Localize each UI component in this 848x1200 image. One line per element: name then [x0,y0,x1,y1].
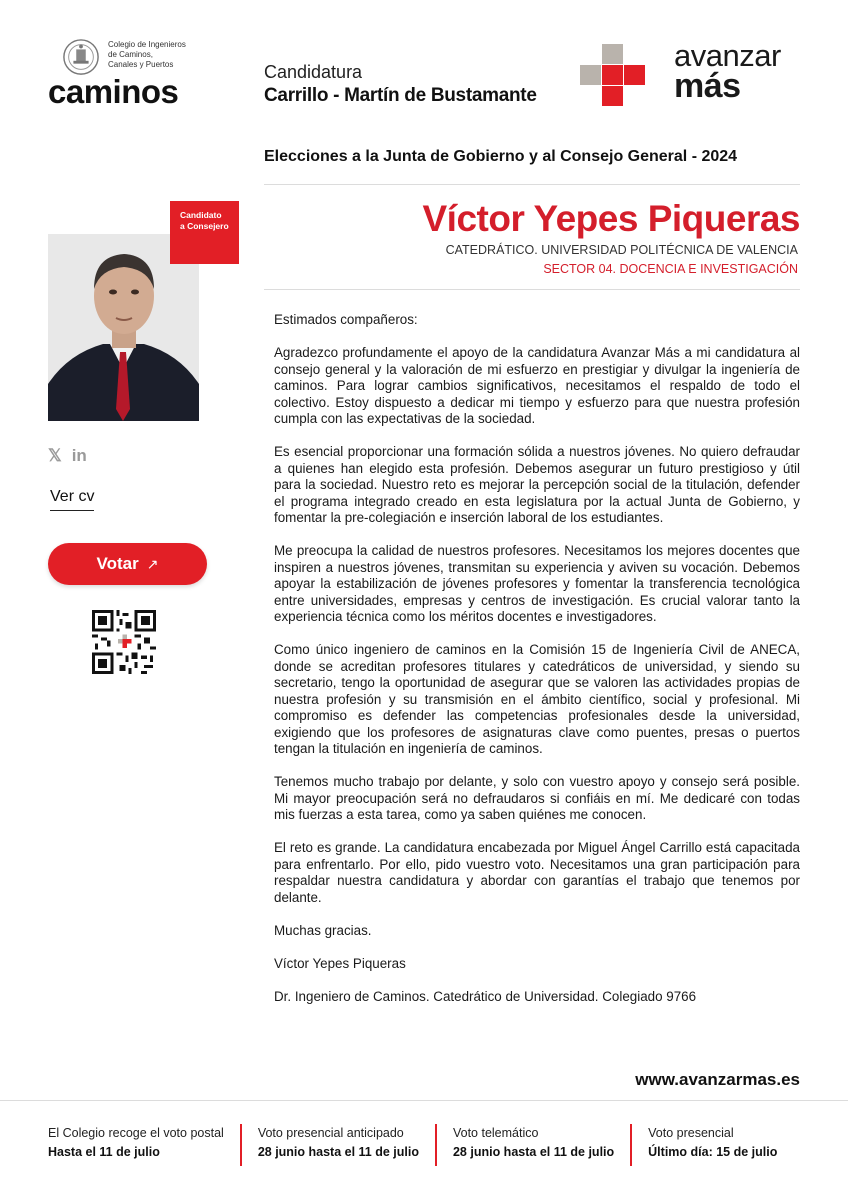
footer-separator [630,1124,632,1166]
arrow-up-right-icon: ↗ [146,555,159,572]
colegio-seal-icon [62,38,100,76]
divider [0,1100,848,1101]
linkedin-icon[interactable]: in [71,446,87,465]
voting-info-item: Voto telemático 28 junio hasta el 11 de julio [452,1126,615,1159]
voting-info-item: Voto presencial anticipado 28 junio hasta el 11 de julio [257,1126,419,1159]
footer-separator [435,1124,437,1166]
qr-code-icon[interactable] [92,610,156,674]
letter-paragraph: Es esencial proporcionar una formación sólida a nuestros jóvenes. No quiero defraudar a quienes han elegido esta profesión. Debemos asegurar un futuro prestigioso y útil para la sociedad. Nuestro reto es mejorar la percepción social de la titulación, defender el programa integrado creado en esta legislatura por la actual Junta de Gobierno, y fomentar la pre-colegiación e inserción laboral de los estudiantes. [274,444,800,525]
divider [264,289,800,290]
letter-paragraph: Tenemos mucho trabajo por delante, y solo con vuestro apoyo y consejo será posible. Mi mayor preocupación será no defraudaros si confiáis en mí. Me dedicaré con todas mis fuerzas a esta tarea, como ya saben quiénes me conocen. [274,774,800,822]
brand-name-line1: avanzar [674,38,781,73]
candidate-role: CATEDRÁTICO. UNIVERSIDAD POLITÉCNICA DE VALENCIA [445,243,798,257]
letter-closing: Muchas gracias. [274,922,372,938]
letter-paragraph: El reto es grande. La candidatura encabezada por Miguel Ángel Carrillo está capacitada para enfrentarlo. Por ello, pido vuestro voto. Necesitamos una gran participación para respaldar nuestra candidatura y abordar con garantías el trabajo que tenemos por delante. [274,840,800,905]
x-icon[interactable]: 𝕏 [48,446,62,465]
letter-signature: Víctor Yepes Piqueras [274,955,406,971]
candidate-sector: SECTOR 04. DOCENCIA E INVESTIGACIÓN [543,262,798,276]
vote-button[interactable] [48,543,207,585]
ver-cv-link[interactable]: Ver cv [50,488,94,511]
letter-greeting: Estimados compañeros: [274,312,418,327]
social-links [48,446,87,466]
colegio-logo-text: caminos [48,73,179,110]
letter-paragraph: Como único ingeniero de caminos en la Comisión 15 de Ingeniería Civil de ANECA, donde se acreditan profesores titulares y catedráticos de universidad, y siendo su secretario, tengo la oportunidad de asegurar que se valoren las actividades propias de nuestra profesión y su transmisión en el ámbito científico, social y profesional. Mi compromiso es defender las competencias profesionales desde la universidad, exigiendo que los profesores de asignaturas clave como puentes, presas o puertos tengan la titulación en ingeniería de caminos. [274,642,800,756]
website-link[interactable]: www.avanzarmas.es [635,1070,800,1089]
voting-info-item: Voto presencial Último día: 15 de julio [648,1126,778,1159]
avanzar-mas-logo-icon [580,44,646,106]
candidate-name: Víctor Yepes Piqueras [422,198,800,239]
voting-info-item: El Colegio recoge el voto postal Hasta el 11 de julio [48,1126,224,1159]
letter-credentials: Dr. Ingeniero de Caminos. Catedrático de Universidad. Colegiado 9766 [274,988,697,1004]
divider [264,184,800,185]
colegio-full-name: Colegio de Ingenieros de Caminos, Canales y Puertos [108,40,186,69]
letter-paragraph: Agradezco profundamente el apoyo de la candidatura Avanzar Más a mi candidatura al consejo general y la valoración de mi esfuerzo en prestigiar y divulgar la ingeniería de caminos. Para lograr cambios significativos, necesitamos el respaldo de todo el colectivo. Estoy dispuesto a dedicar mi tiempo y esfuerzo para que nuestra profesión cumpla con las expectativas de la sociedad. [274,345,800,426]
elections-title: Elecciones a la Junta de Gobierno y al Consejo General - 2024 [264,148,738,165]
candidatura-name: Carrillo - Martín de Bustamante [264,85,537,106]
candidatura-label: Candidatura [264,62,363,82]
voting-info-footer [48,1126,808,1166]
candidate-badge: Candidato a Consejero [170,201,239,264]
vote-button-label: Votar [96,554,139,573]
letter-body [274,312,800,1022]
footer-separator [240,1124,242,1166]
letter-paragraph: Me preocupa la calidad de nuestros profesores. Necesitamos los mejores docentes que inspiren a nuestros jóvenes, transmitan su experiencia y aviven su vocación. Debemos apoyar la estabilización de jóvenes profesores y fomentar la transferencia tecnológica entre universidades, empresas y centros de investigación. Es crucial valorar tanto la experiencia técnica como los méritos docentes e investigadores. [274,543,800,624]
brand-name-line2: más [674,67,741,105]
